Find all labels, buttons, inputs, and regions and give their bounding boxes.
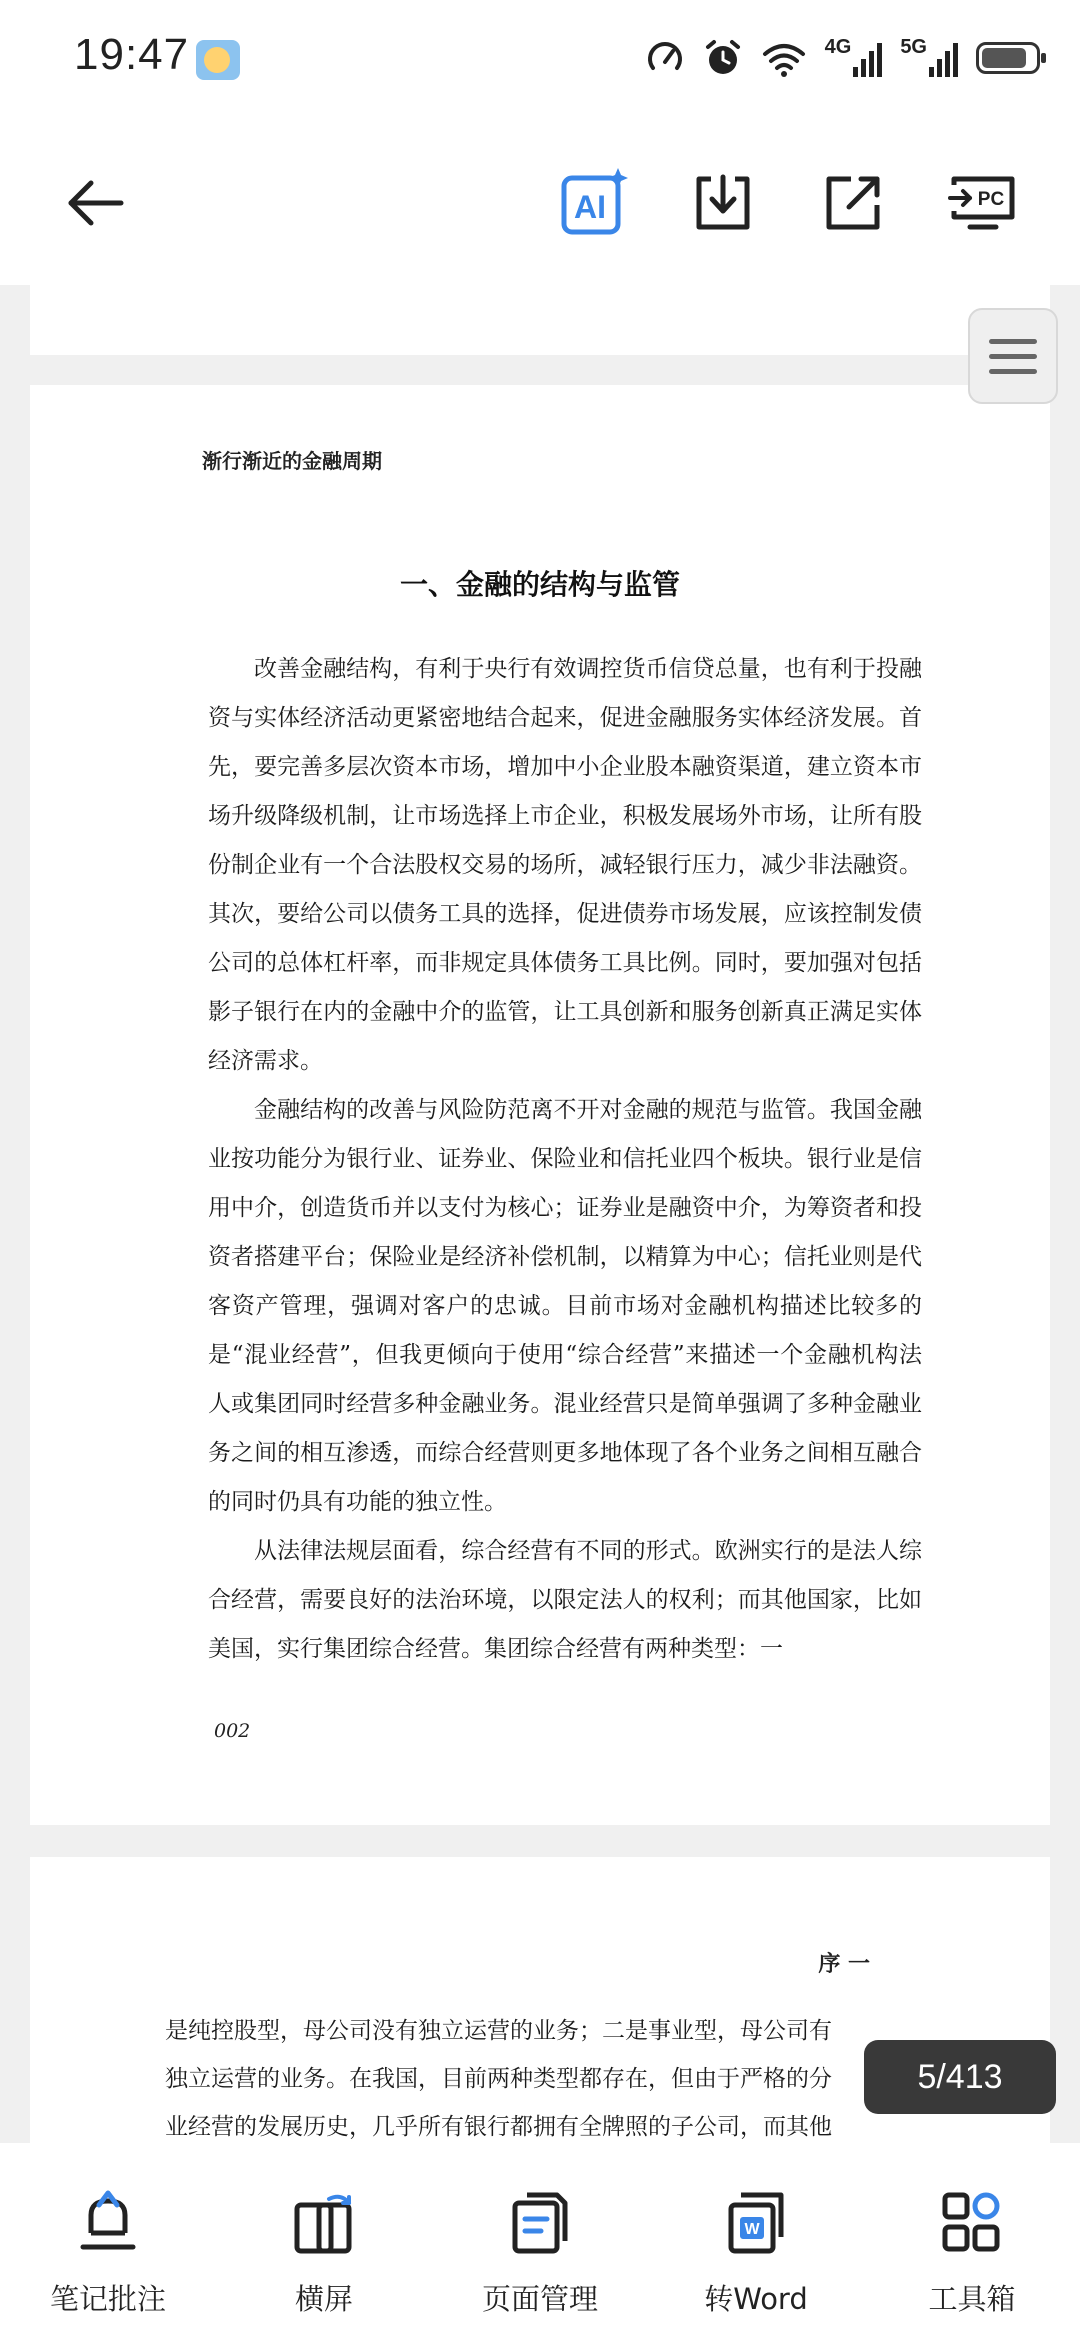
annotate-icon — [73, 2187, 143, 2257]
download-icon[interactable] — [680, 160, 766, 246]
pc-label: PC — [977, 189, 1005, 210]
current-page — [30, 385, 1050, 1825]
menu-line — [989, 339, 1037, 344]
network-5g-label: 5G — [900, 36, 927, 58]
nav-annotate[interactable] — [0, 2143, 216, 2340]
previous-page — [30, 285, 1050, 355]
battery-icon — [976, 36, 1040, 80]
paragraph: 从法律法规层面看，综合经营有不同的形式。欧洲实行的是法人综合经营，需要良好的法治环境，以限定法人的权利；而其他国家，比如美国，实行集团综合经营。集团综合经营有两种类型：一 — [208, 1538, 922, 1662]
status-bar — [0, 0, 1080, 120]
nav-page-manage[interactable] — [432, 2143, 648, 2340]
rotate-screen-icon — [289, 2187, 359, 2257]
nav-toolbox[interactable] — [864, 2143, 1080, 2340]
text-line: 业经营的发展历史，几乎所有银行都拥有全牌照的子公司，而其他 — [165, 2114, 832, 2140]
body-text — [208, 645, 922, 1674]
text-line: 独立运营的业务。在我国，目前两种类型都存在，但由于严格的分 — [165, 2066, 832, 2092]
speed-icon — [645, 36, 685, 80]
ai-icon[interactable] — [550, 160, 636, 246]
nav-label: 转Word — [704, 2282, 808, 2316]
page-indicator: 5/413 — [864, 2040, 1056, 2114]
paragraph: 改善金融结构，有利于央行有效调控货币信贷总量，也有利于投融资与实体经济活动更紧密地结合起来，促进金融服务实体经济发展。首先，要完善多层次资本市场，增加中小企业股本融资渠道，建立资本市场升级降级机制，让市场选择上市企业，积极发展场外市场，让所有股份制企业有一个合法股权交易的场所，减轻银行压力，减少非法融资。其次，要给公司以债务工具的选择，促进债券市场发展，应该控制发债公司的总体杠杆率，而非规定具体债务工具比例。同时，要加强对包括影子银行在内的金融中介的监管，让工具创新和服务创新真正满足实体经济需求。 — [208, 656, 922, 1074]
top-toolbar — [0, 120, 1080, 285]
to-word-icon — [721, 2187, 791, 2257]
status-icons — [645, 36, 1040, 80]
page-number: 002 — [214, 1720, 251, 1742]
bottom-nav — [0, 2143, 1080, 2340]
network-4g-label: 4G — [824, 36, 852, 58]
next-page-text — [165, 2007, 925, 2143]
chapter-title: 一、金融的结构与监管 — [399, 568, 680, 601]
nav-label: 工具箱 — [928, 2282, 1016, 2316]
nav-label: 横屏 — [294, 2282, 353, 2316]
menu-line — [989, 354, 1037, 359]
alarm-icon — [703, 36, 743, 80]
nav-rotate[interactable] — [216, 2143, 432, 2340]
text-line: 是纯控股型，母公司没有独立运营的业务；二是事业型，母公司有 — [165, 2018, 832, 2044]
running-head: 渐行渐近的金融周期 — [202, 449, 382, 473]
svg-text:W: W — [744, 2221, 760, 2238]
ai-label: AI — [574, 189, 606, 225]
nav-label: 笔记批注 — [49, 2282, 166, 2316]
menu-line — [989, 369, 1037, 374]
signal-5g-icon — [900, 36, 958, 80]
page-manage-icon — [505, 2187, 575, 2257]
next-page-head: 序 一 — [818, 1951, 870, 1977]
toolbox-icon — [937, 2187, 1007, 2257]
signal-4g-icon — [825, 36, 883, 80]
weather-icon — [196, 40, 240, 80]
document-viewer[interactable] — [0, 285, 1080, 2143]
nav-to-word[interactable] — [648, 2143, 864, 2340]
wifi-icon — [761, 36, 807, 80]
back-arrow-icon[interactable] — [52, 160, 138, 246]
nav-label: 页面管理 — [481, 2282, 598, 2316]
share-icon[interactable] — [810, 160, 896, 246]
paragraph: 金融结构的改善与风险防范离不开对金融的规范与监管。我国金融业按功能分为银行业、证券业、保险业和信托业四个板块。银行业是信用中介，创造货币并以支付为核心；证券业是融资中介，为筹资者和投资者搭建平台；保险业是经济补偿机制，以精算为中心；信托业则是代客资产管理，强调对客户的忠诚。目前市场对金融机构描述比较多的是“混业经营”，但我更倾向于使用“综合经营”来描述一个金融机构法人或集团同时经营多种金融业务。混业经营只是简单强调了多种金融业务之间的相互渗透，而综合经营则更多地体现了各个业务之间相互融合的同时仍具有功能的独立性。 — [208, 1097, 922, 1515]
outline-menu-button[interactable] — [968, 308, 1058, 404]
status-time: 19:47 — [74, 30, 190, 79]
cast-to-pc-icon[interactable] — [940, 160, 1026, 246]
